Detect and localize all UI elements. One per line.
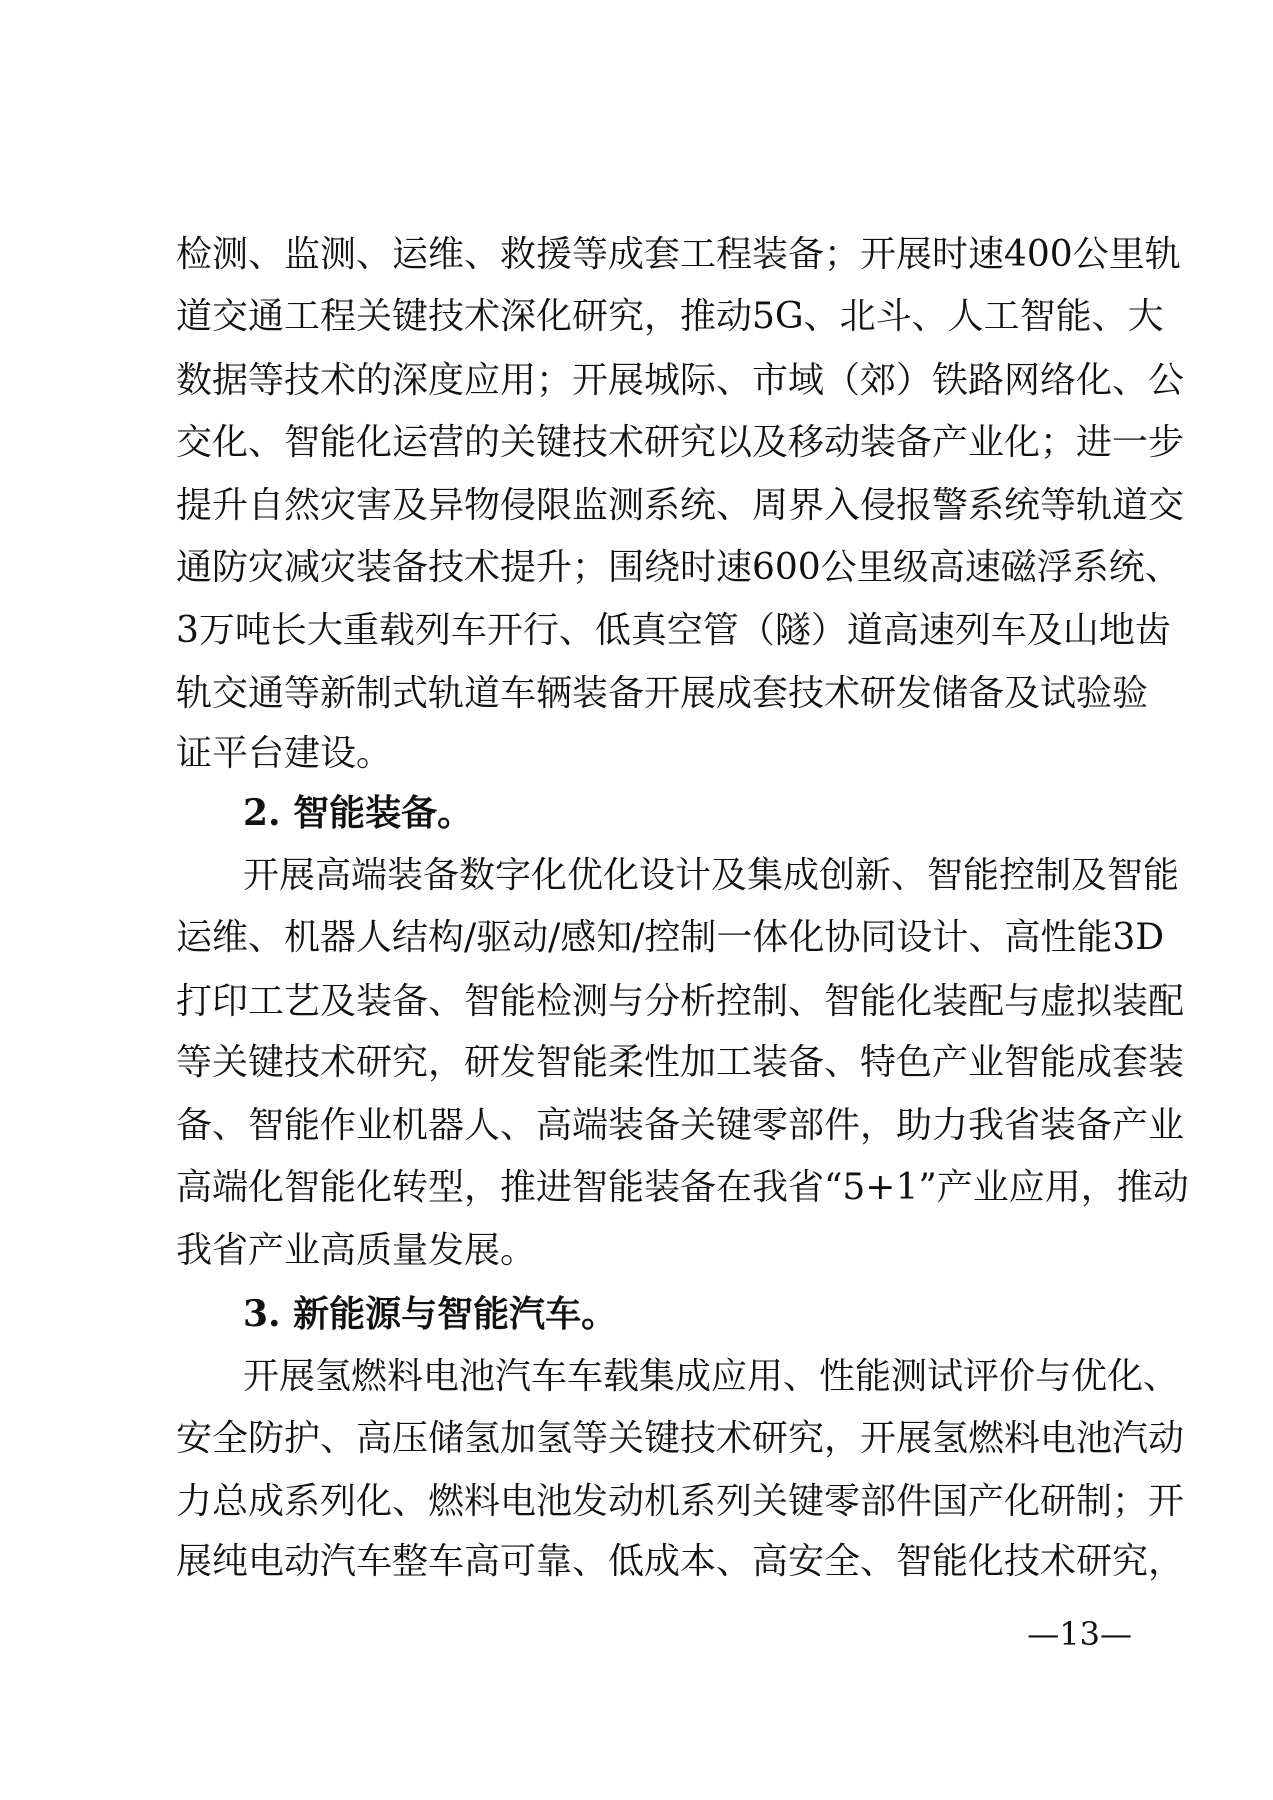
text-line: 等关键技术研究，研发智能柔性加工装备、特色产业智能成套装: [176, 1042, 1185, 1083]
text-line: 开展高端装备数字化优化设计及集成创新、智能控制及智能: [243, 855, 1180, 896]
text-line: 提升自然灾害及异物侵限监测系统、周界入侵报警系统等轨道交: [176, 485, 1185, 526]
section-heading: 3. 新能源与智能汽车。: [243, 1293, 618, 1335]
text-line: 高端化智能化转型，推进智能装备在我省“5+1”产业应用，推动: [176, 1167, 1189, 1208]
text-line: 打印工艺及装备、智能检测与分析控制、智能化装配与虚拟装配: [176, 981, 1185, 1022]
text-line: 备、智能作业机器人、高端装备关键零部件，助力我省装备产业: [176, 1105, 1185, 1146]
text-line: 通防灾减灾装备技术提升；围绕时速600公里级高速磁浮系统、: [176, 547, 1181, 588]
text-line: 展纯电动汽车整车高可靠、低成本、高安全、智能化技术研究，: [176, 1541, 1185, 1582]
text-line: 检测、监测、运维、救援等成套工程装备；开展时速400公里轨: [176, 234, 1181, 275]
page-number: —13—: [1027, 1615, 1132, 1653]
text-line: 安全防护、高压储氢加氢等关键技术研究，开展氢燃料电池汽动: [176, 1418, 1185, 1459]
text-line: 3万吨长大重载列车开行、低真空管（隧）道高速列车及山地齿: [176, 610, 1171, 651]
text-line: 道交通工程关键技术深化研究，推动5G、北斗、人工智能、大: [176, 296, 1164, 337]
text-line: 轨交通等新制式轨道车辆装备开展成套技术研发储备及试验验: [176, 673, 1149, 714]
text-line: 证平台建设。: [176, 733, 393, 774]
text-line: 力总成系列化、燃料电池发动机系列关键零部件国产化研制；开: [176, 1481, 1185, 1522]
text-line: 运维、机器人结构/驱动/感知/控制一体化协同设计、高性能3D: [176, 917, 1165, 958]
section-heading: 2. 智能装备。: [243, 792, 474, 834]
text-line: 数据等技术的深度应用；开展城际、市域（郊）铁路网络化、公: [176, 360, 1185, 401]
text-line: 开展氢燃料电池汽车车载集成应用、性能测试评价与优化、: [243, 1356, 1180, 1397]
text-line: 交化、智能化运营的关键技术研究以及移动装备产业化；进一步: [176, 422, 1185, 463]
text-line: 我省产业高质量发展。: [176, 1230, 537, 1271]
